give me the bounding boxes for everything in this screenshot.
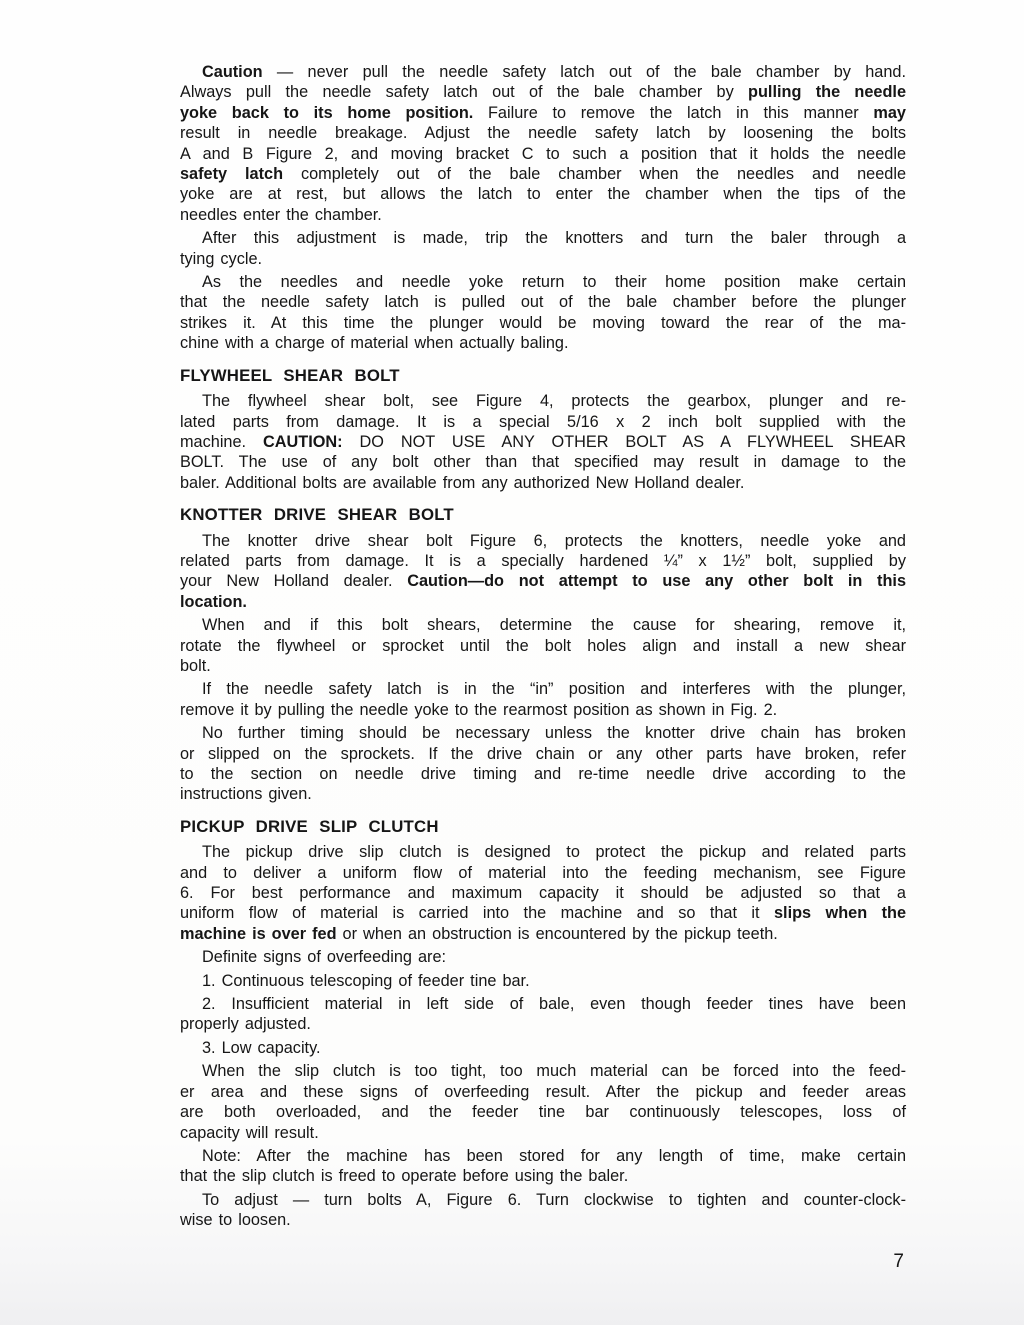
text-line: result in needle breakage. Adjust the needle safety latch by loosening the bolts [180,124,906,143]
text-line: After this adjustment is made, trip the knotters and turn the baler through a [202,229,906,248]
text-line: yoke back to its home position. Failure to remove the latch in this manner may [180,103,906,122]
text-line: safety latch completely out of the bale chamber when the needles and needle [180,165,906,184]
text-line: chine with a charge of material when actually baling. [180,334,569,353]
text-line: Always pull the needle safety latch out of the bale chamber by pulling the needle [180,83,906,102]
text-line: lated parts from damage. It is a special 5/16 x 2 inch bolt supplied with the [180,412,906,431]
text-line: rotate the flywheel or sprocket until the bolt holes align and install a new shear [180,636,906,655]
text-line: 6. For best performance and maximum capacity it should be adjusted so that a [180,884,906,903]
list-item [180,1038,906,1058]
text-line: uniform flow of material is carried into the machine and so that it slips when the [180,904,907,923]
text-line: your New Holland dealer. Caution—do not attempt to use any other bolt in this [180,572,906,591]
text-line: bolt. [180,656,211,675]
paragraph [180,391,906,493]
text-line: and to deliver a uniform flow of material into the feeding mechanism, see Figure [180,863,906,882]
text-line: The flywheel shear bolt, see Figure 4, protects the gearbox, plunger and re- [202,392,906,411]
text-line: BOLT. The use of any bolt other than that specified may result in damage to the [180,453,906,472]
paragraph [180,1190,906,1231]
list-item [180,971,906,991]
text-line: instructions given. [180,785,312,804]
text-line: A and B Figure 2, and moving bracket C to such a position that it holds the needle [180,144,906,163]
text-line: The knotter drive shear bolt Figure 6, protects the knotters, needle yoke and [202,531,906,550]
text-line: capacity will result. [180,1123,319,1142]
paragraph [180,272,906,354]
text-line: When and if this bolt shears, determine the cause for shearing, remove it, [202,616,906,635]
text-line: As the needles and needle yoke return to their home position make certain [202,273,906,292]
text-line: machine is over fed or when an obstruction is encountered by the pickup teeth. [180,924,778,943]
text-line: Note: After the machine has been stored for any length of time, make certain [202,1146,906,1165]
text-line: remove it by pulling the needle yoke to the rearmost position as shown in Fig. 2. [180,700,778,719]
text-line: strikes it. At this time the plunger would be moving toward the rear of the ma- [180,313,906,332]
paragraph [180,723,906,805]
paragraph [180,842,906,944]
text-line: To adjust — turn bolts A, Figure 6. Turn clockwise to tighten and counter-clock- [202,1190,906,1209]
text-line: wise to loosen. [180,1211,291,1230]
text-line: yoke are at rest, but allows the latch to enter the chamber when the tips of the [180,185,906,204]
paragraph [180,1061,906,1143]
text-line: er area and these signs of overfeeding result. After the pickup and feeder areas [180,1082,906,1101]
paragraph [180,1146,906,1187]
text-line: machine. CAUTION: DO NOT USE ANY OTHER BOLT AS A FLYWHEEL SHEAR [180,432,907,451]
page-number: 7 [893,1251,904,1272]
section-heading: FLYWHEEL SHEAR BOLT [180,365,400,385]
text-line: that the slip clutch is freed to operate before using the baler. [180,1167,629,1186]
paragraph [180,228,906,269]
list-item [180,994,906,1035]
page-footer [180,1237,906,1273]
section-heading: KNOTTER DRIVE SHEAR BOLT [180,505,454,525]
text-line: properly adjusted. [180,1015,311,1034]
text-line: Definite signs of overfeeding are: [202,948,447,967]
paragraph [180,947,906,967]
document-content [180,62,906,1234]
text-line: location. [180,592,247,611]
text-line: 2. Insufficient material in left side of bale, even though feeder tines have been [202,995,906,1014]
text-line: 1. Continuous telescoping of feeder tine bar. [202,971,530,990]
text-line: baler. Additional bolts are available from any authorized New Holland dealer. [180,473,745,492]
paragraph [180,615,906,676]
text-line: No further timing should be necessary unless the knotter drive chain has broken [202,724,906,743]
text-line: or slipped on the sprockets. If the drive chain or any other parts have broken, refer [180,744,906,763]
text-line: are both overloaded, and the feeder tine bar continuously telescopes, loss of [180,1103,906,1122]
paragraph [180,62,906,225]
text-line: that the needle safety latch is pulled out of the bale chamber before the plunger [180,293,906,312]
paragraph [180,679,906,720]
text-line: needles enter the chamber. [180,205,382,224]
paragraph [180,531,906,613]
text-line: When the slip clutch is too tight, too much material can be forced into the feed- [202,1062,906,1081]
text-line: 3. Low capacity. [202,1038,321,1057]
text-line: Caution — never pull the needle safety latch out of the bale chamber by hand. [202,63,906,81]
text-line: If the needle safety latch is in the “in” position and interferes with the plunger, [202,680,906,699]
text-line: related parts from damage. It is a specially hardened ¼” x 1½” bolt, supplied by [180,551,906,570]
section-heading: PICKUP DRIVE SLIP CLUTCH [180,816,439,836]
text-line: The pickup drive slip clutch is designed to protect the pickup and related parts [202,843,906,862]
text-line: to the section on needle drive timing and re-time needle drive according to the [180,765,906,783]
text-line: tying cycle. [180,249,263,268]
